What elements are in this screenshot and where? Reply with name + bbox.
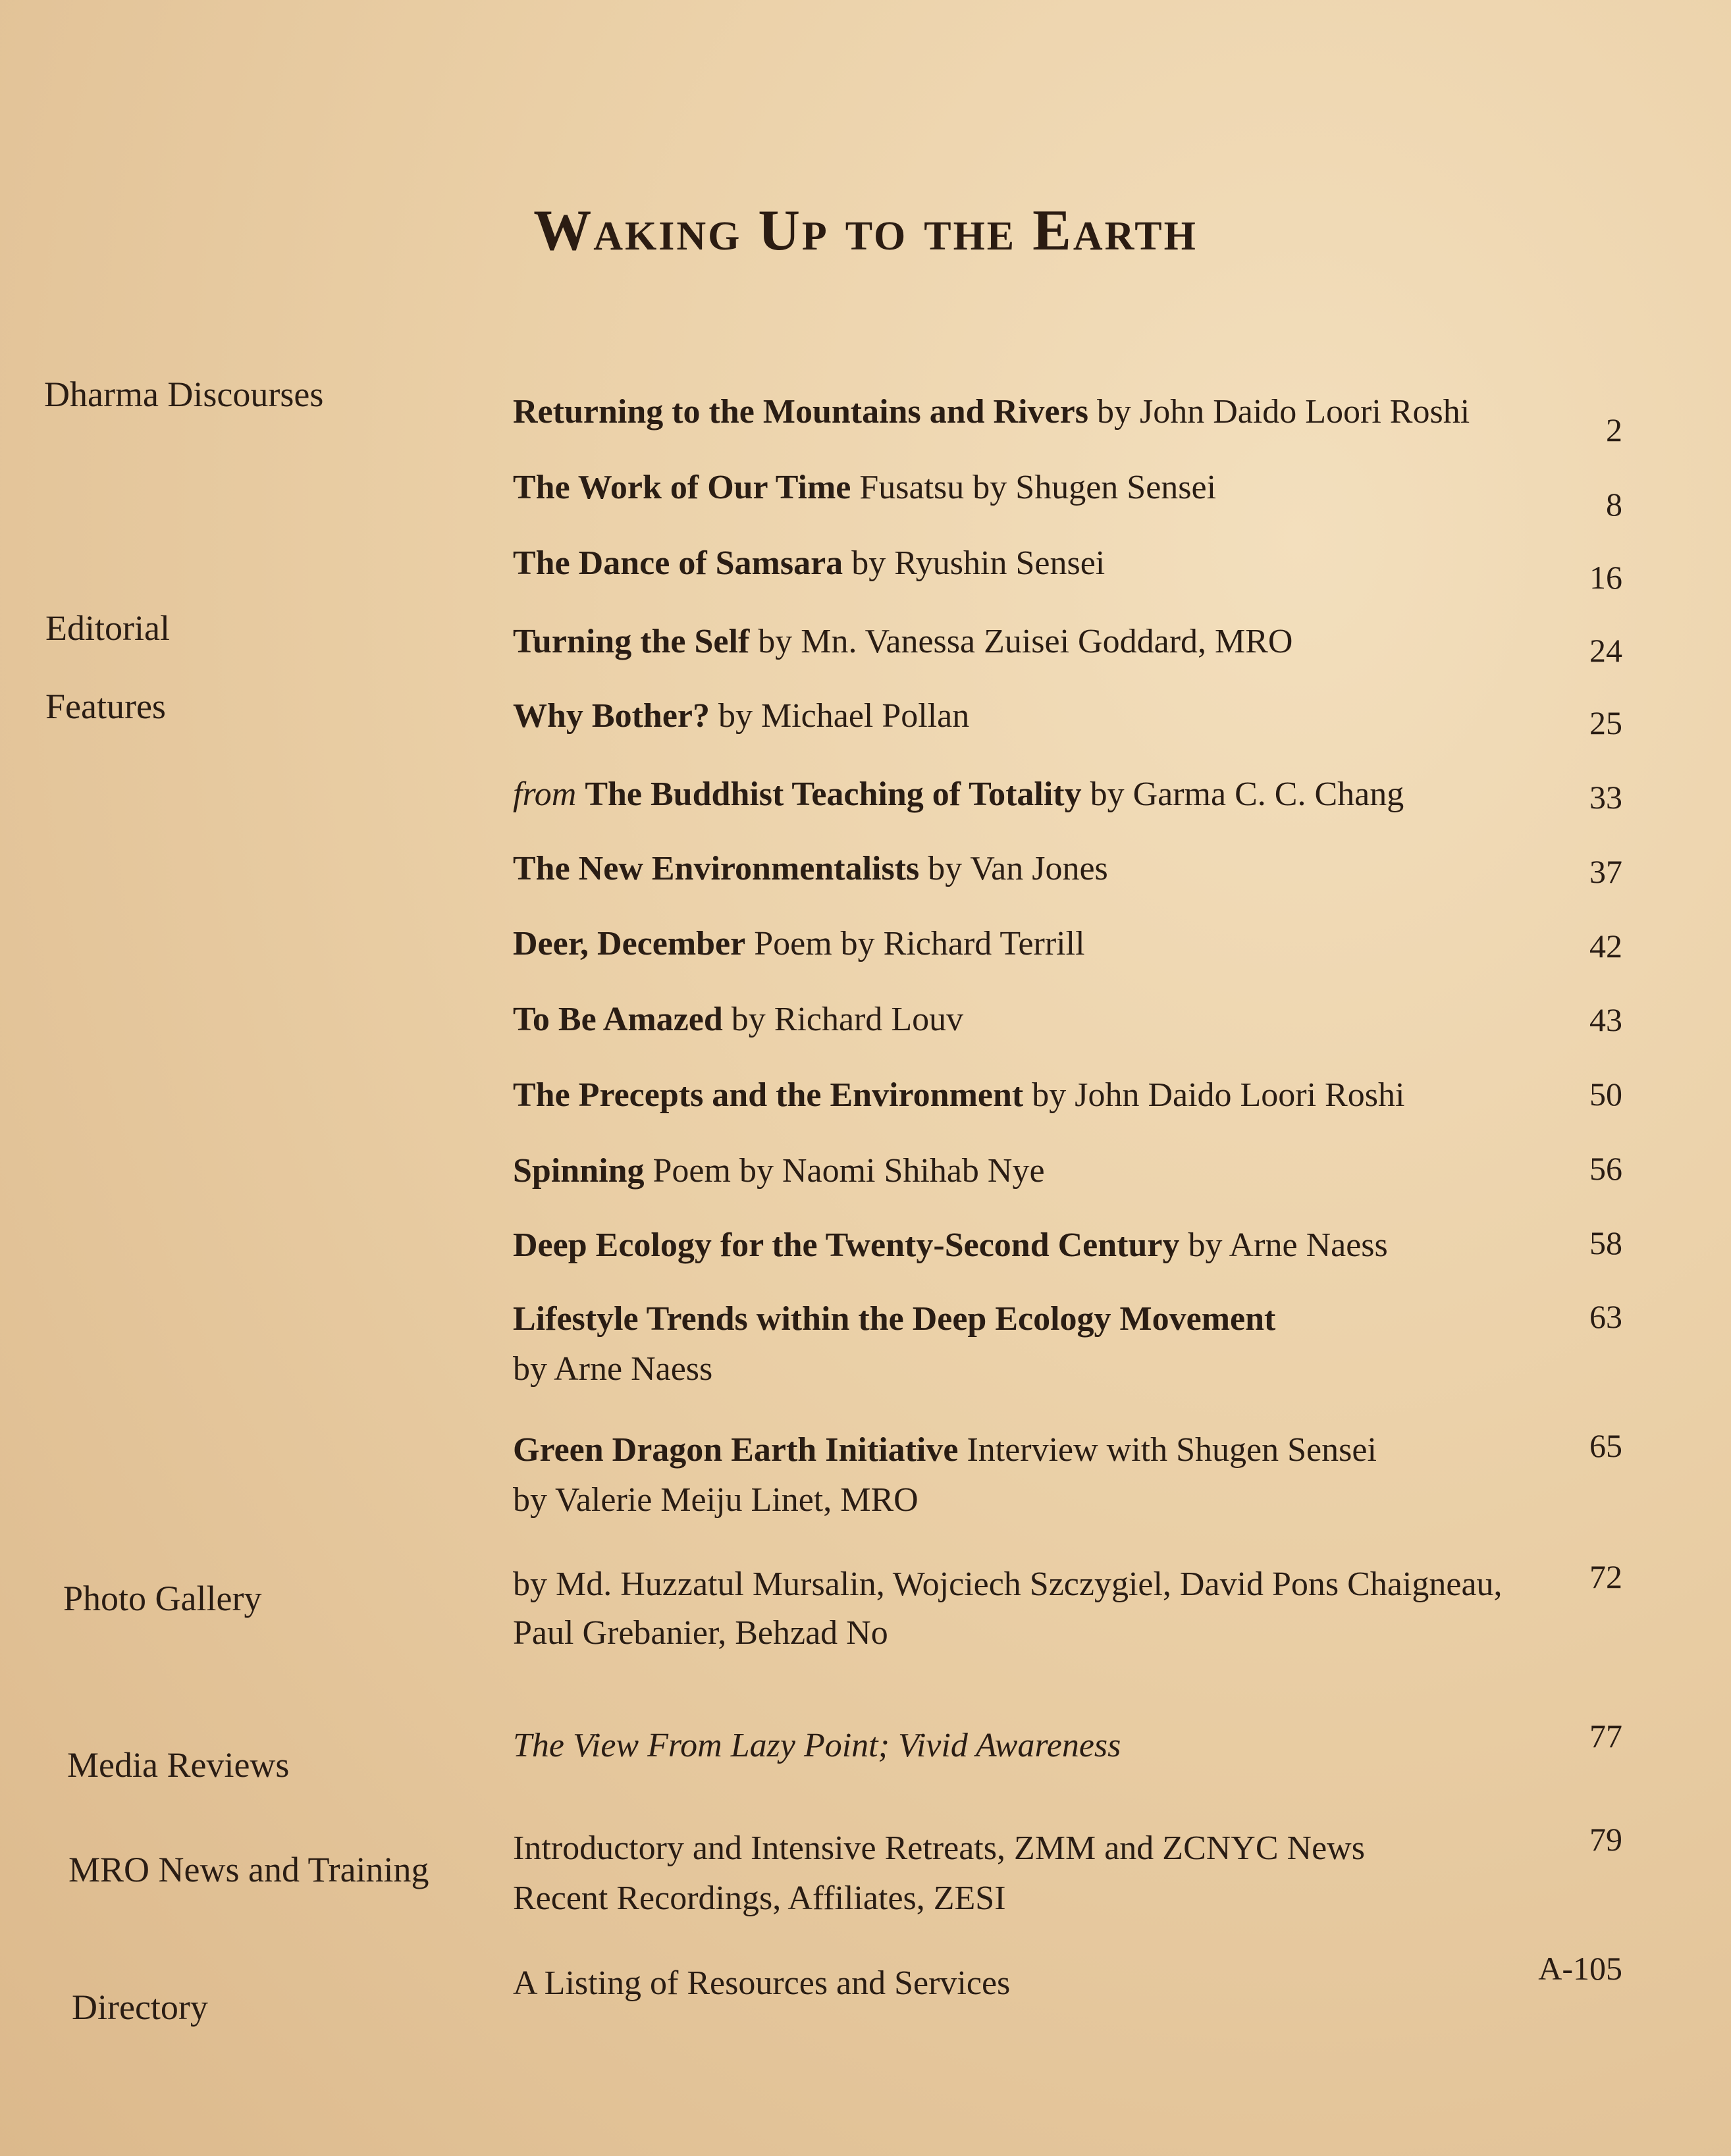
entry-title: Green Dragon Earth Initiative <box>513 1431 959 1469</box>
page-number: 72 <box>1589 1558 1622 1595</box>
toc-entry <box>513 1726 1121 1766</box>
page-number: A-105 <box>1538 1950 1622 1987</box>
entry-title: The Dance of Samsara <box>513 544 843 582</box>
toc-entry <box>513 1226 1388 1265</box>
toc-entry <box>513 544 1105 583</box>
page-number: 43 <box>1589 1001 1622 1038</box>
entry-title: Returning to the Mountains and Rivers <box>513 393 1088 431</box>
entry-byline: by Md. Huzzatul Mursalin, Wojciech Szczygiel, David Pons Chaigneau, <box>513 1565 1503 1603</box>
toc-entry <box>513 1431 1377 1531</box>
entry-subtitle: Interview with Shugen Sensei <box>958 1431 1377 1469</box>
section-photo-gallery: Photo Gallery <box>63 1579 262 1618</box>
page-number: 37 <box>1589 853 1622 890</box>
section-mro-news: MRO News and Training <box>68 1850 429 1889</box>
toc-entry <box>513 1964 1010 2003</box>
entry-title: Spinning <box>513 1152 645 1190</box>
section-editorial: Editorial <box>45 608 170 648</box>
page-number: 50 <box>1589 1076 1622 1113</box>
toc-entry <box>513 697 969 736</box>
toc-entry <box>513 392 1470 432</box>
page-number: 42 <box>1589 928 1622 964</box>
entry-byline: by John Daido Loori Roshi <box>1023 1076 1405 1114</box>
page-number: 33 <box>1589 779 1622 816</box>
toc-entry <box>513 1300 1275 1400</box>
page-number: 79 <box>1589 1821 1622 1858</box>
toc-entry <box>513 622 1292 662</box>
section-media-reviews: Media Reviews <box>67 1745 290 1785</box>
toc-entry <box>513 849 1108 889</box>
entry-prefix: from <box>513 776 585 813</box>
entry-title: The Buddhist Teaching of Totality <box>585 776 1082 813</box>
page-number: 2 <box>1606 411 1622 448</box>
toc-entry <box>513 1151 1045 1191</box>
entry-byline: by Ryushin Sensei <box>843 544 1105 582</box>
entry-title: Lifestyle Trends within the Deep Ecology Movement <box>513 1300 1276 1338</box>
page-number: 63 <box>1589 1298 1622 1335</box>
entry-byline: by Valerie Meiju Linet, MRO <box>513 1481 919 1519</box>
entry-byline: by Arne Naess <box>1179 1226 1388 1264</box>
section-directory: Directory <box>72 1987 208 2027</box>
page-number: 56 <box>1589 1150 1622 1187</box>
toc-entry <box>513 1829 1365 1929</box>
entry-byline-cont: Paul Grebanier, Behzad No <box>513 1614 888 1652</box>
entry-title: The Precepts and the Environment <box>513 1076 1024 1114</box>
toc-entry <box>513 1565 1503 1662</box>
entry-byline: by John Daido Loori Roshi <box>1088 393 1470 431</box>
toc-entry <box>513 1000 963 1039</box>
entry-byline: Poem by Richard Terrill <box>745 925 1085 962</box>
page-title: Waking Up to the Earth <box>533 199 1198 263</box>
entry-byline: Poem by Naomi Shihab Nye <box>644 1152 1045 1190</box>
entry-text-cont: Recent Recordings, Affiliates, ZESI <box>513 1880 1006 1917</box>
entry-title: Deep Ecology for the Twenty-Second Century <box>513 1226 1180 1264</box>
page-number: 16 <box>1589 559 1622 596</box>
entry-title: Turning the Self <box>513 623 750 660</box>
section-features: Features <box>45 687 166 726</box>
toc-entry <box>513 775 1404 814</box>
page-number: 8 <box>1606 486 1622 523</box>
entry-byline: by Garma C. C. Chang <box>1081 776 1404 813</box>
entry-title: The View From Lazy Point; Vivid Awareness <box>513 1727 1121 1764</box>
page-number: 25 <box>1589 704 1622 741</box>
section-dharma-discourses: Dharma Discourses <box>44 375 324 414</box>
toc-entry <box>513 468 1216 508</box>
page-number: 58 <box>1589 1224 1622 1261</box>
entry-byline: by Mn. Vanessa Zuisei Goddard, MRO <box>749 623 1293 660</box>
entry-byline: by Arne Naess <box>513 1350 713 1388</box>
entry-title: To Be Amazed <box>513 1001 723 1038</box>
entry-text: A Listing of Resources and Services <box>513 1964 1011 2002</box>
page-number: 24 <box>1589 632 1622 669</box>
entry-title: Deer, December <box>513 925 746 962</box>
entry-title: The Work of Our Time <box>513 469 851 506</box>
toc-entry <box>513 1076 1404 1115</box>
entry-byline: Fusatsu by Shugen Sensei <box>851 469 1217 506</box>
page-number: 77 <box>1589 1718 1622 1754</box>
entry-byline: by Van Jones <box>919 850 1108 887</box>
entry-title: Why Bother? <box>513 697 710 735</box>
entry-byline: by Michael Pollan <box>710 697 970 735</box>
entry-byline: by Richard Louv <box>722 1001 964 1038</box>
entry-title: The New Environmentalists <box>513 850 920 887</box>
page-number: 65 <box>1589 1427 1622 1464</box>
toc-entry <box>513 924 1085 964</box>
entry-text: Introductory and Intensive Retreats, ZMM and ZCNYC News <box>513 1829 1365 1867</box>
